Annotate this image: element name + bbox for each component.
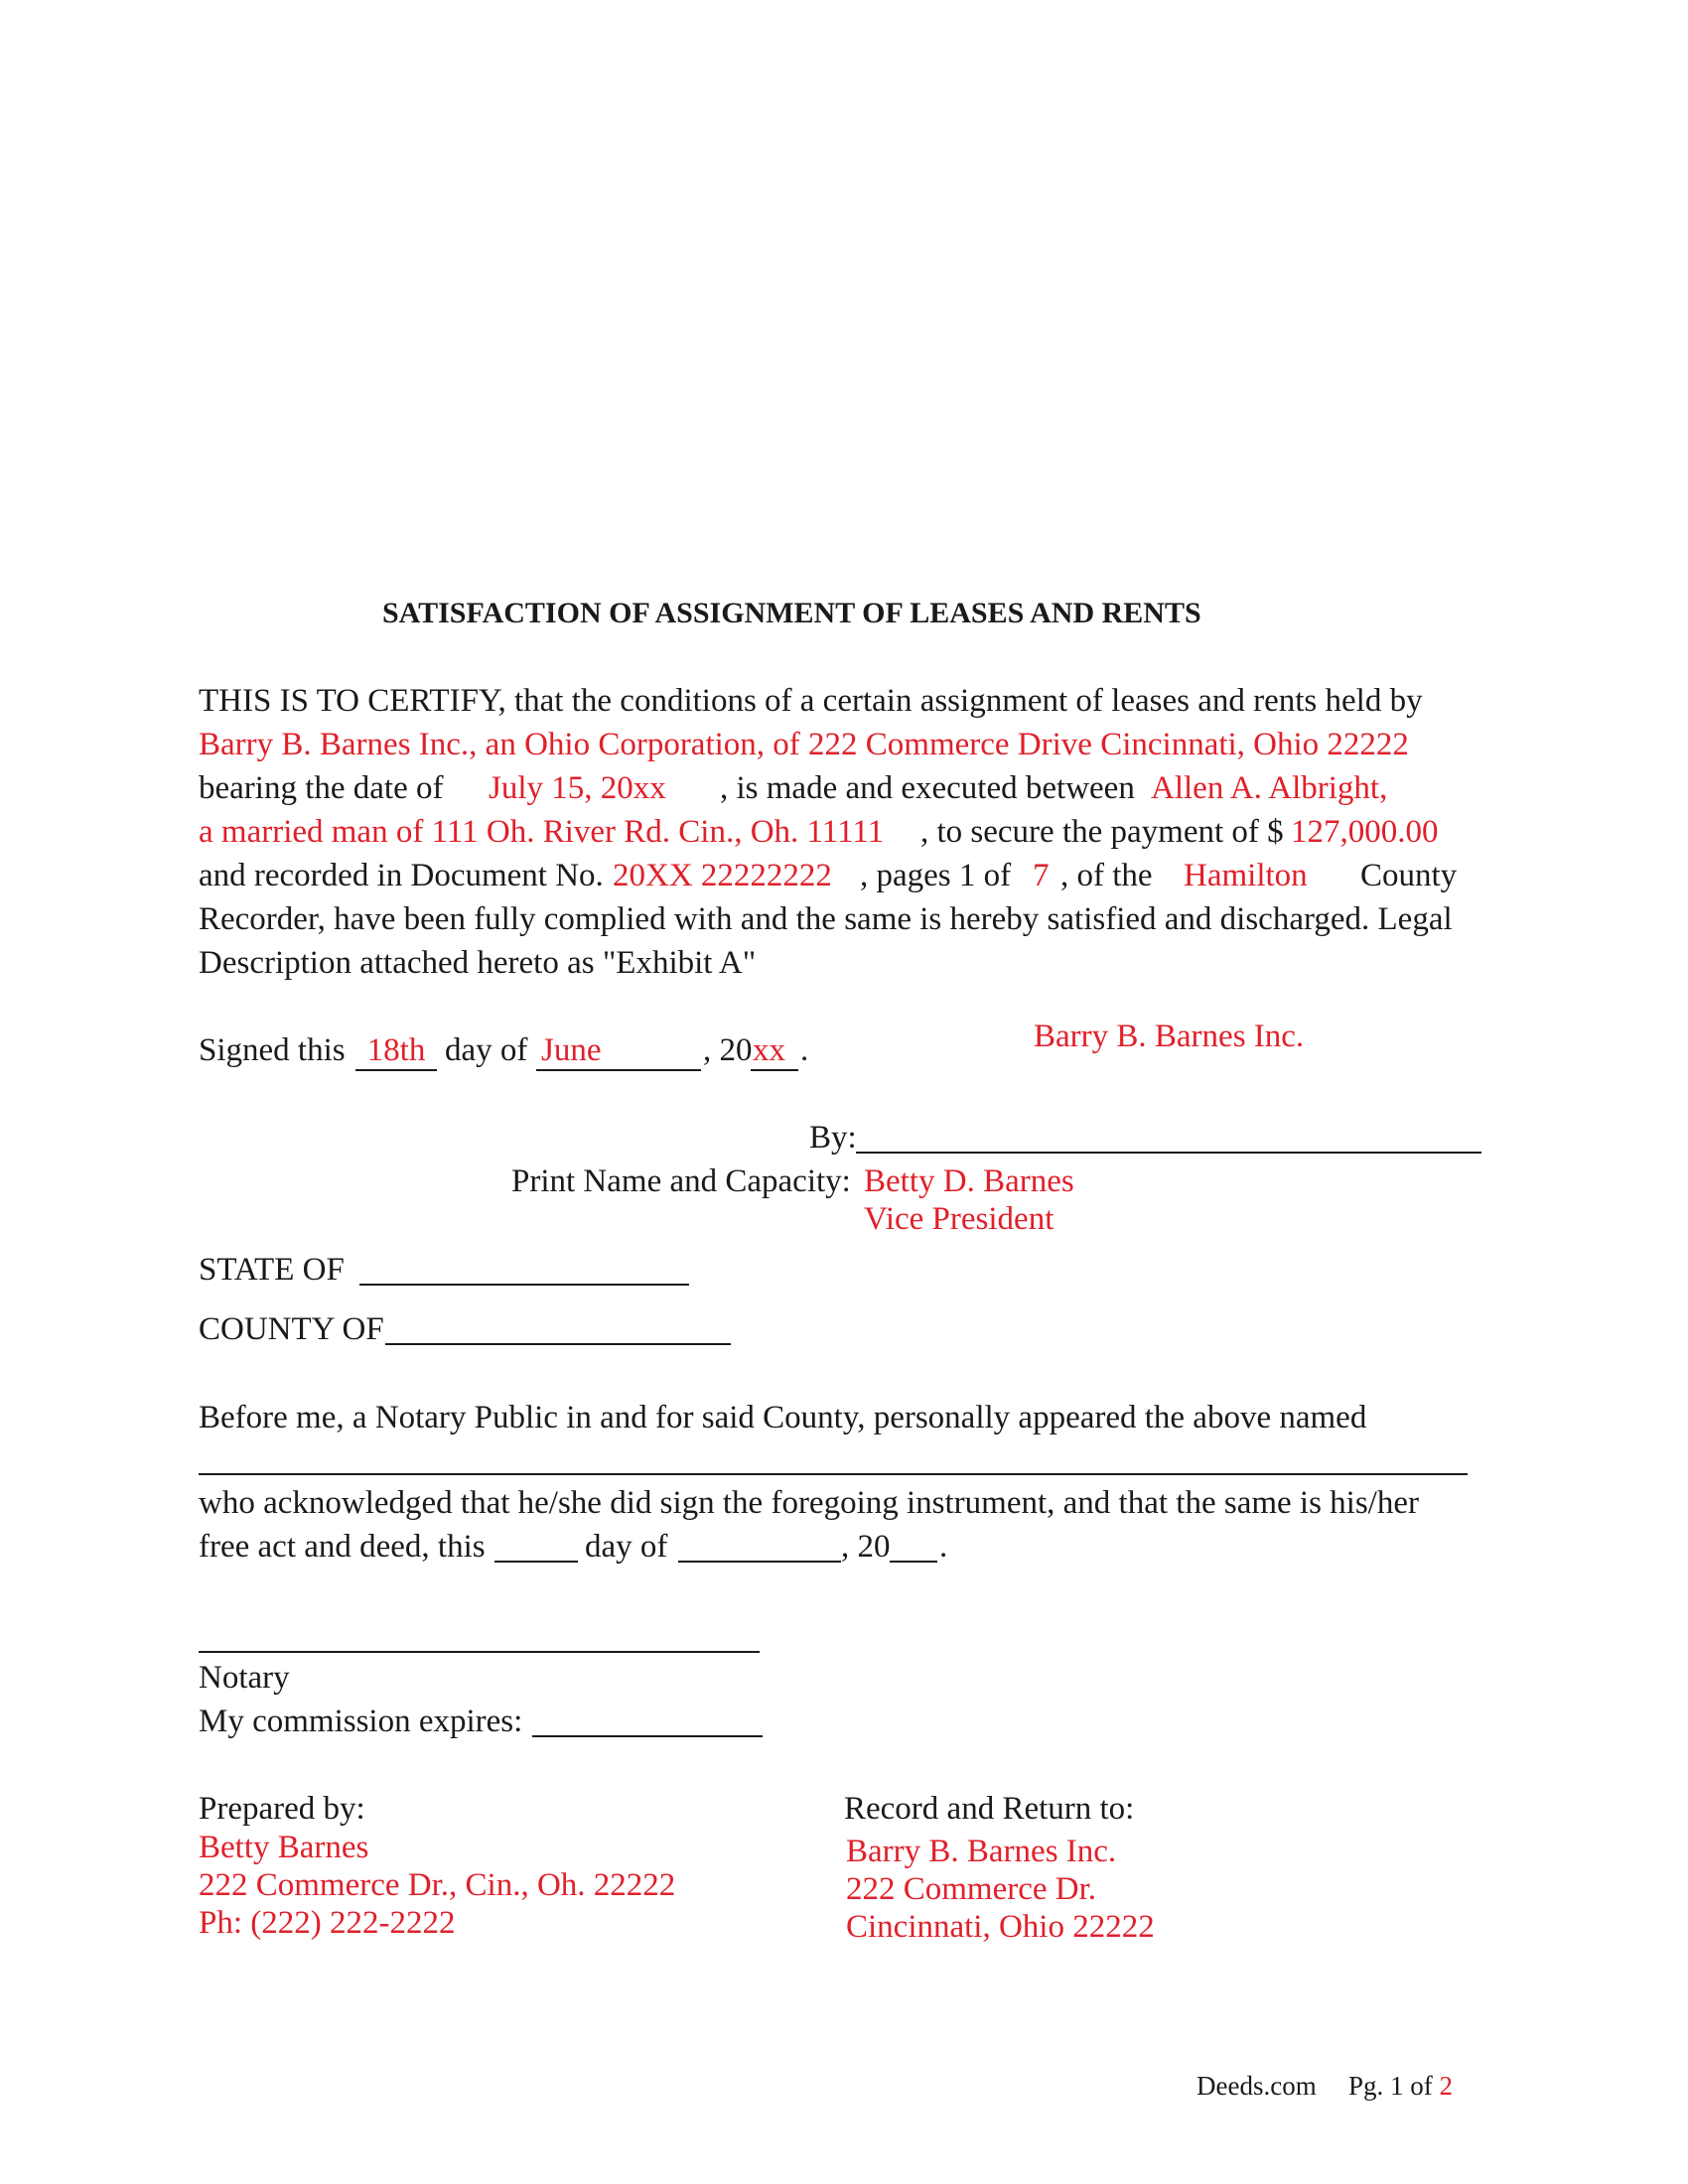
ack-year-prefix: , 20 (841, 1529, 891, 1565)
page-count: 7 (1033, 858, 1050, 893)
free-act-label: free act and deed, this (199, 1529, 486, 1565)
county-of-label: COUNTY OF (199, 1311, 384, 1347)
county-word: County (1360, 858, 1458, 893)
pages-label: , pages 1 of (860, 858, 1012, 893)
holder-text: Barry B. Barnes Inc., an Ohio Corporation, of 222 Commerce Drive Cincinnati, Ohio 22222 (199, 727, 1409, 762)
commission-line (532, 1735, 763, 1737)
return-name: Barry B. Barnes Inc. (846, 1834, 1117, 1869)
exhibit-line: Description attached hereto as "Exhibit A" (199, 945, 757, 981)
signing-company: Barry B. Barnes Inc. (1034, 1019, 1305, 1054)
day-of-label: day of (445, 1032, 528, 1068)
signer-name: Betty D. Barnes (864, 1163, 1074, 1199)
county-line (385, 1343, 731, 1345)
ack-month-line (678, 1561, 841, 1563)
preparer-address: 222 Commerce Dr., Cin., Oh. 22222 (199, 1867, 676, 1903)
signed-day: 18th (366, 1032, 426, 1068)
ack-day-line (494, 1561, 578, 1563)
commission-label: My commission expires: (199, 1704, 523, 1739)
acknowledged-text: who acknowledged that he/she did sign the foregoing instrument, and that the same is his/her (199, 1485, 1419, 1521)
document-title: SATISFACTION OF ASSIGNMENT OF LEASES AND RENTS (382, 597, 1201, 629)
year-prefix: , 20 (703, 1032, 753, 1068)
print-name-label: Print Name and Capacity: (511, 1163, 851, 1199)
of-the-label: , of the (1060, 858, 1153, 893)
assignment-date: July 15, 20xx (489, 770, 666, 806)
made-label: , is made and executed between (720, 770, 1135, 806)
signer-capacity: Vice President (864, 1201, 1055, 1237)
appeared-name-line (199, 1473, 1468, 1475)
document-number: 20XX 22222222 (613, 858, 832, 893)
state-of-label: STATE OF (199, 1252, 345, 1288)
certify-line: THIS IS TO CERTIFY, that the conditions of a certain assignment of leases and rents held by (199, 683, 1423, 719)
prepared-by-label: Prepared by: (199, 1791, 365, 1827)
by-label: By: (809, 1120, 857, 1156)
ack-period: . (939, 1529, 948, 1565)
footer-site: Deeds.com (1196, 2071, 1317, 2101)
preparer-phone: Ph: (222) 222-2222 (199, 1905, 456, 1941)
ack-year-line (890, 1561, 937, 1563)
payment-amount: 127,000.00 (1291, 814, 1439, 850)
county-name: Hamilton (1184, 858, 1308, 893)
signature-line (856, 1152, 1481, 1154)
signed-year-field (751, 1034, 798, 1071)
party-name: Allen A. Albright, (1151, 770, 1388, 806)
footer-page-total: 2 (1439, 2071, 1454, 2101)
notary-signature-line (199, 1651, 760, 1653)
recorded-label: and recorded in Document No. (199, 858, 604, 893)
return-to-label: Record and Return to: (844, 1791, 1135, 1827)
signed-day-field (355, 1034, 437, 1071)
bearing-label: bearing the date of (199, 770, 444, 806)
party-address: a married man of 111 Oh. River Rd. Cin., Oh. 11111 (199, 814, 885, 850)
return-city: Cincinnati, Ohio 22222 (846, 1909, 1155, 1945)
signed-label: Signed this (199, 1032, 346, 1068)
before-me-text: Before me, a Notary Public in and for said County, personally appeared the above named (199, 1400, 1367, 1435)
recorder-line: Recorder, have been fully complied with and the same is hereby satisfied and discharged. Legal (199, 901, 1453, 937)
signed-month-field (536, 1034, 701, 1071)
return-address: 222 Commerce Dr. (846, 1871, 1097, 1907)
state-line (359, 1284, 689, 1286)
preparer-name: Betty Barnes (199, 1830, 369, 1865)
footer-page-prefix: Pg. 1 of (1348, 2071, 1433, 2101)
ack-day-of-label: day of (585, 1529, 668, 1565)
notary-label: Notary (199, 1660, 290, 1696)
period: . (800, 1032, 809, 1068)
secure-label: , to secure the payment of $ (920, 814, 1284, 850)
signed-year: xx (753, 1032, 785, 1068)
signed-month: June (541, 1032, 602, 1068)
footer-page (1348, 2073, 1453, 2100)
